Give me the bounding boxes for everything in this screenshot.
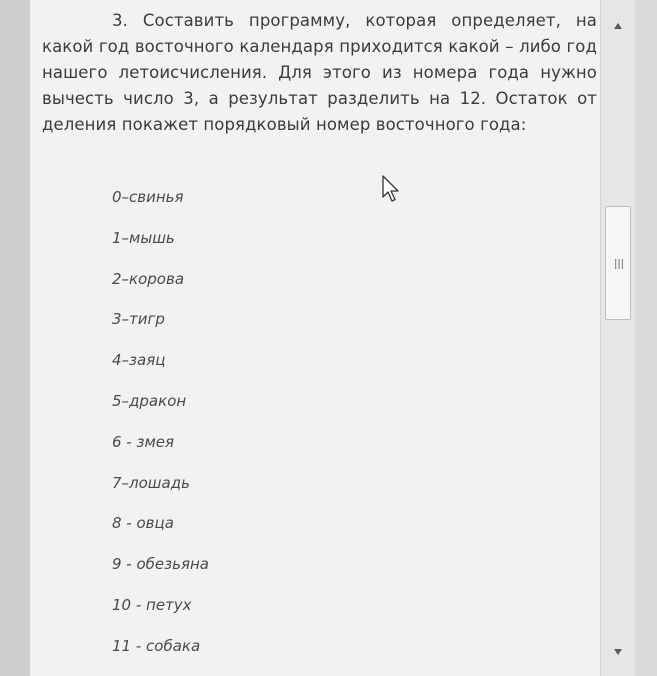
- triangle-up-icon: [614, 23, 622, 29]
- animal-list: [112, 180, 209, 670]
- list-item: 6 - змея: [112, 432, 175, 451]
- vertical-scrollbar[interactable]: [600, 0, 635, 676]
- list-item: 1–мышь: [112, 228, 175, 247]
- list-item: 0–свинья: [112, 188, 184, 206]
- list-item: 8 - овца: [112, 514, 174, 533]
- scroll-thumb[interactable]: [605, 206, 631, 320]
- list-item: 9 - обезьяна: [112, 555, 209, 574]
- scroll-up-button[interactable]: [601, 14, 635, 38]
- list-item: 3–тигр: [112, 310, 165, 329]
- window-edge: [635, 0, 657, 676]
- list-item: 11 - собака: [112, 636, 201, 655]
- list-item: 4–заяц: [112, 351, 166, 370]
- mouse-pointer-icon: [381, 175, 401, 203]
- triangle-down-icon: [614, 649, 622, 655]
- list-item: 2–корова: [112, 269, 185, 288]
- task-paragraph: 3. Составить программу, которая определяет, на какой год восточного календаря приходится какой – либо год нашего летоисчисления. Для этого из номера года нужно вычесть число 3, а результат разделить на 12. Остаток от деления покажет порядковый номер восточного года:: [42, 11, 597, 134]
- list-item: 10 - петух: [112, 595, 192, 614]
- list-item: 7–лошадь: [112, 473, 190, 492]
- scroll-down-button[interactable]: [601, 640, 635, 664]
- grip-lines-icon: [615, 259, 623, 269]
- list-item: 5–дракон: [112, 391, 187, 410]
- document-page: [30, 0, 600, 676]
